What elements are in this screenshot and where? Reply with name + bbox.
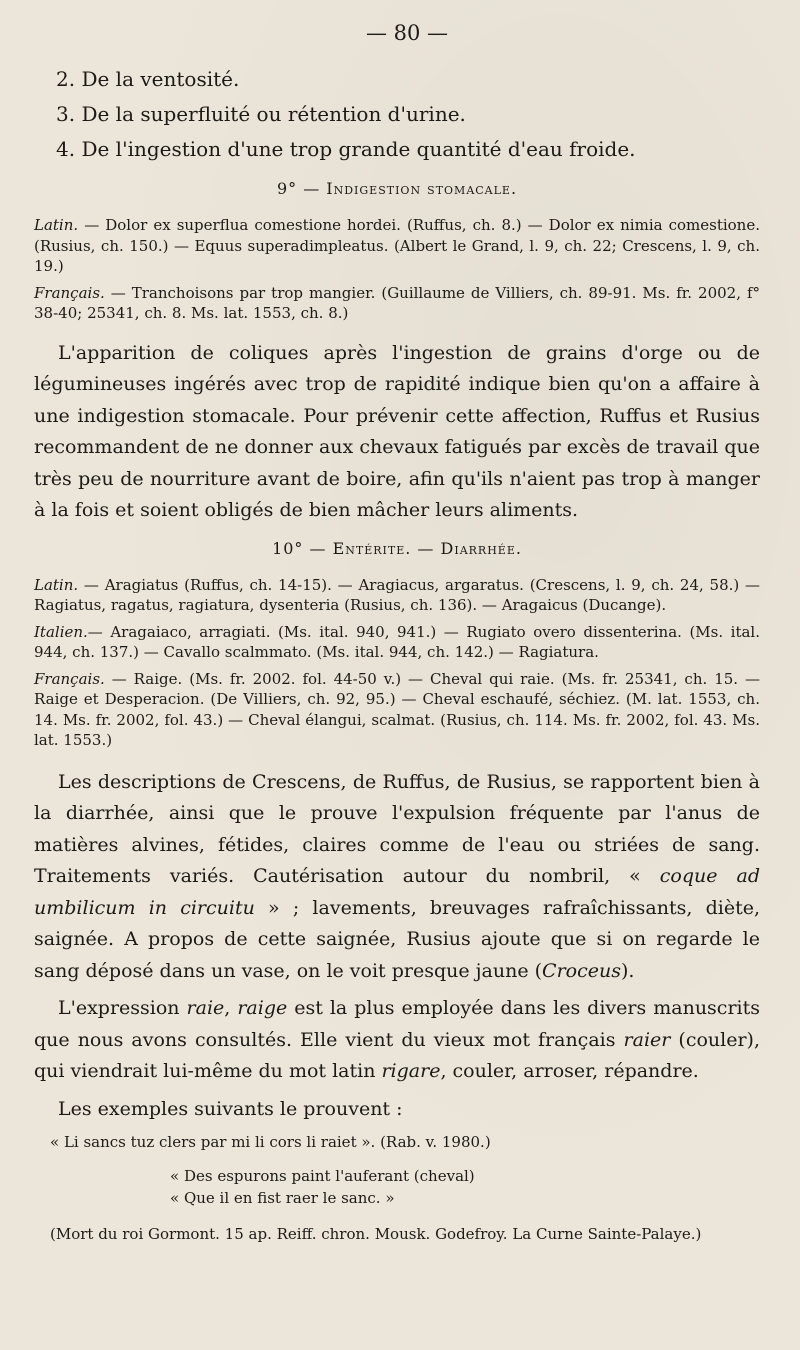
source-text-francais: — Raige. (Ms. fr. 2002. fol. 44-50 v.) — Cheval qui raie. (Ms. fr. 25341, ch. 15. — Raige et Desperacion. (De Villiers, ch. 92, 95.) — Cheval eschaufé, séchiez. (M. lat. 1553, ch. 14. Ms. fr. 2002, fol. 43.) — Cheval élangui, scalmat. (Rusius, ch. 114. Ms. fr. 2002, fol. 43. Ms. lat. 1553.) bbox=[34, 669, 760, 749]
italic-term: raie bbox=[186, 997, 225, 1019]
quote-line: « Li sancs tuz clers par mi li cors li raiet ». (Rab. v. 1980.) bbox=[50, 1133, 491, 1151]
page-number: — 80 — bbox=[365, 21, 449, 45]
source-text-italien: — Aragaiaco, arragiati. (Ms. ital. 940, 941.) — Rugiato overo dissenterina. (Ms. ital. 944, ch. 137.) — Cavallo scalmmato. (Ms. ital. 944, ch. 142.) — Ragiatura. bbox=[34, 622, 760, 661]
section-heading-enterite: 10° — Entérite. — Diarrhée. bbox=[272, 538, 522, 558]
list-item: 4. De l'ingestion d'une trop grande quantité d'eau froide. bbox=[56, 137, 636, 161]
body-paragraph: Les exemples suivants le prouvent : bbox=[58, 1097, 403, 1120]
text-run: , couler, arroser, répandre. bbox=[440, 1060, 699, 1082]
text-run: est la plus employée dans les divers manuscrits que nous avons consultés. Elle vient du vieux mot français bbox=[34, 997, 760, 1051]
text-run: L'expression bbox=[58, 997, 187, 1019]
source-label-latin: Latin. bbox=[34, 575, 79, 594]
quote-verse-line: « Des espurons paint l'auferant (cheval) bbox=[170, 1167, 475, 1185]
text-run: Les descriptions de Crescens, de Ruffus, de Rusius, se rapportent bien à la diarrhée, ainsi que le prouve l'expulsion fréquente par l'anus de matières alvines, fétides, claires comme de l'eau ou striées de sang. Traitements variés. Cautérisation autour du nombril, « bbox=[34, 770, 760, 887]
italic-term: raige bbox=[237, 997, 288, 1019]
citation: (Mort du roi Gormont. 15 ap. Reiff. chron. Mousk. Godefroy. La Curne Sainte-Palaye.) bbox=[50, 1225, 702, 1243]
source-latin bbox=[34, 215, 760, 277]
list-item: 2. De la ventosité. bbox=[56, 67, 240, 91]
italic-term: rigare bbox=[381, 1060, 441, 1082]
body-paragraph bbox=[34, 767, 760, 988]
source-text-francais: — Tranchoisons par trop mangier. (Guillaume de Villiers, ch. 89-91. Ms. fr. 2002, f° 38-40; 25341, ch. 8. Ms. lat. 1553, ch. 8.) bbox=[34, 283, 760, 322]
italic-latin-word: Croceus bbox=[542, 959, 621, 982]
source-label-latin: Latin. bbox=[34, 216, 79, 234]
body-paragraph: L'apparition de coliques après l'ingestion de grains d'orge ou de légumineuses ingérés avec trop de rapidité indique bien qu'on a affaire à une indigestion stomacale. Pour prévenir cette affection, Ruffus et Rusius recommandent de ne donner aux chevaux fatigués par excès de travail que très peu de nourriture avant de boire, afin qu'ils n'aient pas trop à manger à la fois et soient obligés de bien mâcher leurs aliments. bbox=[34, 341, 760, 521]
source-latin bbox=[34, 575, 760, 616]
numbered-list bbox=[34, 62, 760, 167]
text-run: (couler), qui viendrait lui-même du mot latin bbox=[34, 1028, 761, 1082]
quote-verse-line: « Que il en fist raer le sanc. » bbox=[170, 1189, 395, 1207]
source-text-latin: — Aragiatus (Ruffus, ch. 14-15). — Aragiacus, argaratus. (Crescens, l. 9, ch. 24, 58.) — Ragiatus, ragatus, ragiatura, dysenteria (Rusius, ch. 136). — Aragaicus (Ducange). bbox=[34, 575, 760, 614]
italic-term: raier bbox=[623, 1028, 671, 1051]
source-italien bbox=[34, 622, 760, 663]
section-heading-indigestion: 9° — Indigestion stomacale. bbox=[276, 179, 518, 198]
text-run: » ; lavements, breuvages rafraîchissants, diète, saignée. A propos de cette saignée, Rusius ajoute que si on regarde le sang déposé dans un vase, on le voit presque jaune ( bbox=[34, 896, 761, 982]
source-text-latin: — Dolor ex superflua comestione hordei. (Ruffus, ch. 8.) — Dolor ex nimia comestione. (Rusius, ch. 150.) — Equus superadimpleatus. (Albert le Grand, l. 9, ch. 22; Crescens, l. 9, ch. 19.) bbox=[34, 216, 760, 275]
source-francais bbox=[34, 283, 760, 324]
source-francais bbox=[34, 669, 760, 751]
text-run: , bbox=[224, 997, 238, 1019]
body-paragraph bbox=[34, 993, 760, 1088]
list-item: 3. De la superfluité ou rétention d'urine. bbox=[56, 102, 466, 126]
source-label-francais: Français. bbox=[34, 283, 105, 302]
text-run: ). bbox=[620, 959, 635, 982]
source-label-francais: Français. bbox=[34, 669, 105, 688]
source-label-italien: Italien. bbox=[34, 622, 88, 641]
italic-latin-phrase: coque ad umbilicum in circuitu bbox=[34, 865, 760, 919]
